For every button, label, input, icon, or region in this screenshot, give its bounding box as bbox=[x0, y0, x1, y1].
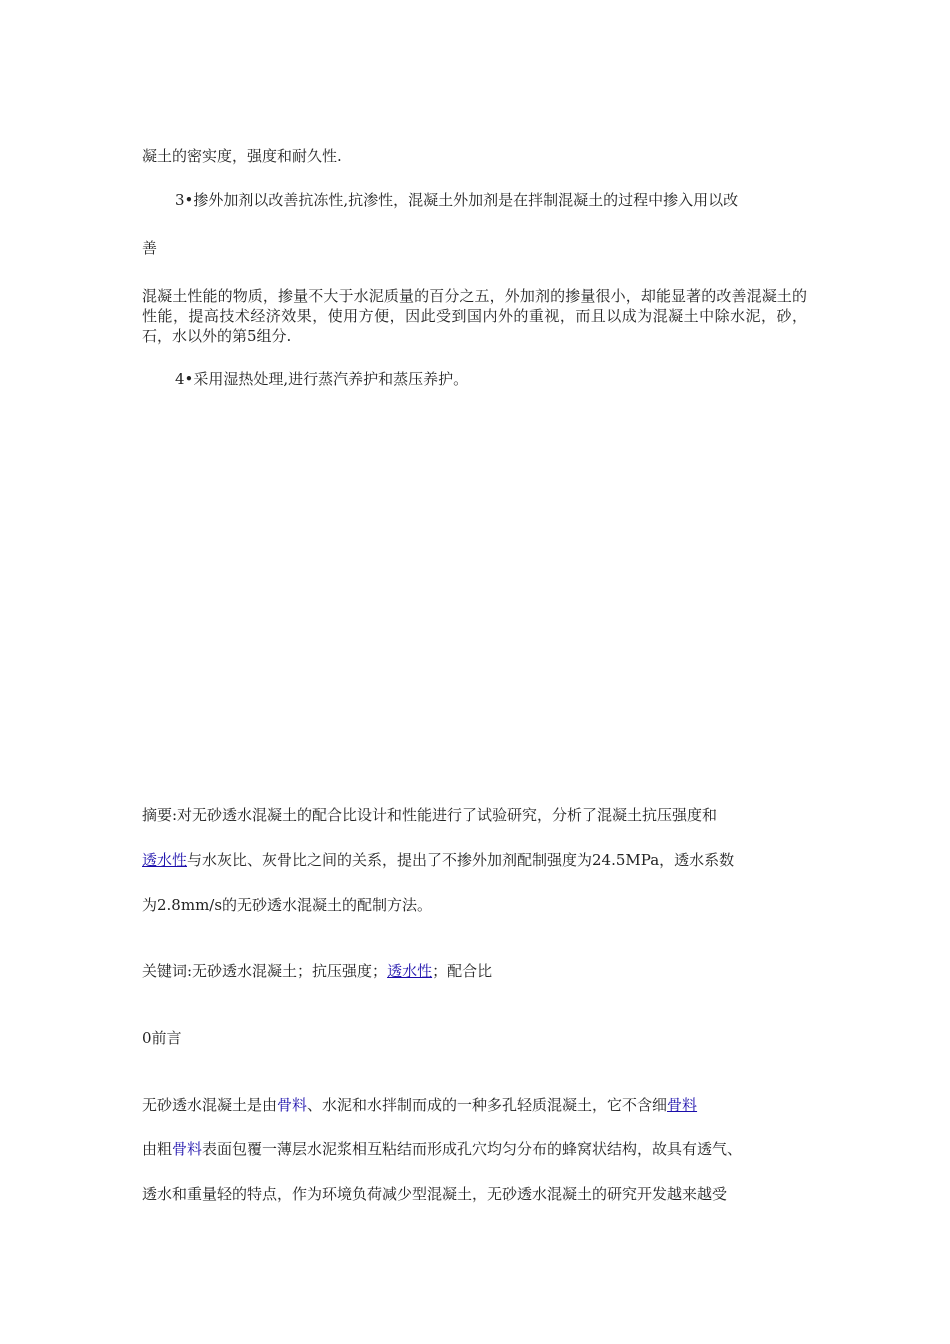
list-item-4: 4•采用湿热处理,进行蒸汽养护和蒸压养护。 bbox=[175, 370, 469, 388]
intro-line2 bbox=[142, 1139, 742, 1159]
list-item-3-paragraph: 混凝土性能的物质，掺量不大于水泥质量的百分之五，外加剂的掺量很小，却能显著的改善混凝土的性能，提高技术经济效果，使用方便，因此受到国内外的重视，而且以成为混凝土中除水泥，砂，石，水以外的第5组分. bbox=[142, 287, 807, 345]
coarse-aggregate-text: 骨料 bbox=[172, 1140, 203, 1158]
list-item-3-line2: 善 bbox=[142, 239, 158, 257]
abstract-line2 bbox=[142, 850, 734, 870]
text-line-concrete-density: 凝土的密实度，强度和耐久性. bbox=[142, 147, 342, 165]
intro-line1-b: 、水泥和水拌制而成的一种多孔轻质混凝土，它不含细 bbox=[307, 1096, 668, 1114]
keywords-suffix: ；配合比 bbox=[432, 962, 493, 980]
aggregate-text: 骨料 bbox=[277, 1096, 308, 1114]
section-heading-preface: 0前言 bbox=[142, 1029, 182, 1047]
intro-line2-a: 由粗 bbox=[142, 1140, 173, 1158]
abstract-line2-text: 与水灰比、灰骨比之间的关系，提出了不掺外加剂配制强度为24.5MPa，透水系数 bbox=[187, 851, 735, 869]
abstract-line3: 为2.8mm/s的无砂透水混凝土的配制方法。 bbox=[142, 896, 433, 914]
keywords-permeability-link[interactable]: 透水性 bbox=[387, 962, 433, 980]
intro-line1 bbox=[142, 1095, 697, 1115]
aggregate-link[interactable]: 骨料 bbox=[667, 1096, 698, 1114]
keywords-line bbox=[142, 961, 492, 981]
list-item-3-line1: 3•掺外加剂以改善抗冻性,抗渗性，混凝土外加剂是在拌制混凝土的过程中掺入用以改 bbox=[175, 191, 739, 209]
intro-line1-a: 无砂透水混凝土是由 bbox=[142, 1096, 278, 1114]
abstract-line1: 摘要:对无砂透水混凝土的配合比设计和性能进行了试验研究，分析了混凝土抗压强度和 bbox=[142, 806, 718, 824]
permeability-link[interactable]: 透水性 bbox=[142, 851, 188, 869]
keywords-prefix: 关键词:无砂透水混凝土；抗压强度； bbox=[142, 962, 388, 980]
intro-line2-b: 表面包覆一薄层水泥浆相互粘结而形成孔穴均匀分布的蜂窝状结构，故具有透气、 bbox=[202, 1140, 743, 1158]
intro-line3: 透水和重量轻的特点，作为环境负荷减少型混凝土，无砂透水混凝土的研究开发越来越受 bbox=[142, 1185, 728, 1203]
